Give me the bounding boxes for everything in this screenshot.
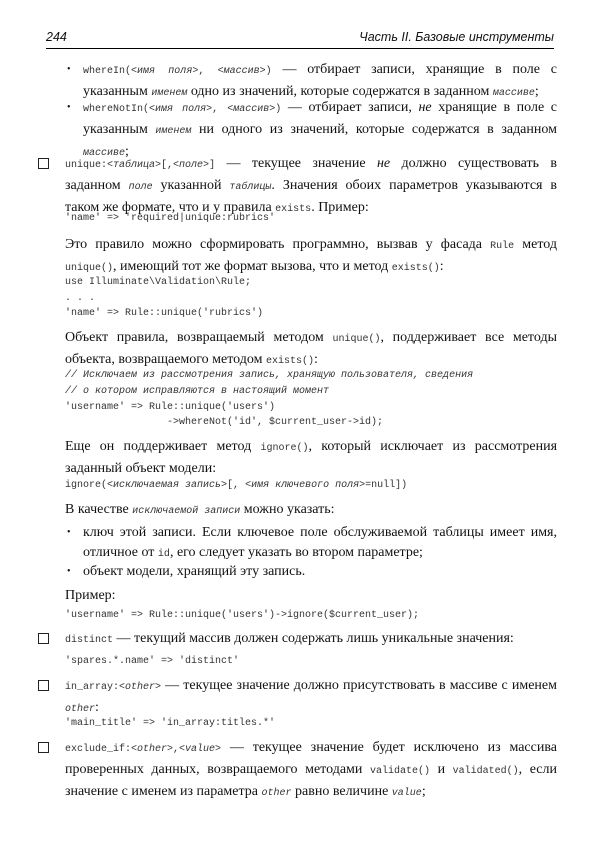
paragraph: Пример: [65, 588, 116, 603]
paragraph: Еще он поддерживает метод ignore(), который исключает из рассмотрения заданный объект модели: [65, 439, 558, 476]
code-comment: // Исключаем из рассмотрения запись, хранящую пользователя, сведения [65, 370, 474, 381]
bullet-icon: • [67, 102, 71, 113]
checkbox-square-icon [38, 158, 49, 169]
code-line: ->whereNot('id', $current_user->id); [65, 417, 384, 428]
sub-bullet: ключ этой записи. Если ключевое поле обслуживаемой таблицы имеет имя, отличное от id, его следует указать во втором параметре; [83, 525, 557, 560]
chapter-title: Часть II. Базовые инструменты [359, 30, 554, 44]
code-comment: // о котором исправляются в настоящий момент [65, 386, 330, 397]
item-exclude-if: exclude_if:<other>,<value> — текущее значение будет исключено из массива проверенных данных, возвращаемого методами validate() и validated(), если значение с именем из параметра other равно величине value; [65, 740, 557, 799]
code-line: 'name' => Rule::unique('rubrics') [65, 308, 264, 319]
paragraph: Это правило можно сформировать программно, вызвав у фасада Rule метод unique(), имеющий тот же формат вызова, что и метод exists(): [65, 237, 557, 274]
paragraph: Объект правила, возвращаемый методом unique(), поддерживает все методы объекта, возвращаемого методом exists(): [65, 330, 557, 367]
paragraph: В качестве исключаемой записи можно указать: [65, 502, 335, 517]
item-wherein: whereIn(<имя поля>, <массив>) — отбирает записи, хранящие в поле с указанным именем одно из значений, которые содержатся в заданном массиве; [83, 62, 557, 99]
bullet-icon: • [67, 64, 71, 75]
bullet-icon: • [67, 566, 71, 577]
code-example: 'spares.*.name' => 'distinct' [65, 656, 240, 667]
code-line: use Illuminate\Validation\Rule; [65, 277, 252, 288]
checkbox-square-icon [38, 680, 49, 691]
code-example: 'name' => 'required|unique:rubrics' [65, 213, 276, 224]
page-header [46, 28, 554, 49]
code-signature: ignore(<исключаемая запись>[, <имя ключевого поля>=null]) [65, 480, 408, 491]
page-number: 244 [46, 30, 67, 44]
item-wherenotin: whereNotIn(<имя поля>, <массив>) — отбирает записи, не хранящие в поле с указанным именем ни одного из значений, которые содержатся в заданном массиве; [83, 100, 557, 159]
item-distinct: distinct — текущий массив должен содержать лишь уникальные значения: [65, 631, 514, 646]
code-line: 'username' => Rule::unique('users') [65, 402, 276, 413]
item-unique: unique:<таблица>[,<поле>] — текущее значение не должно существовать в заданном поле указанной таблицы. Значения обоих параметров указываются в таком же формате, что и у правила exists. Пример: [65, 156, 557, 215]
sub-bullet: объект модели, хранящий эту запись. [83, 564, 306, 579]
code-example: 'main_title' => 'in_array:titles.*' [65, 718, 276, 729]
item-in-array: in_array:<other> — текущее значение должно присутствовать в массиве с именем other: [65, 678, 557, 715]
code-line: . . . [65, 293, 96, 304]
code-line: 'username' => Rule::unique('users')->ignore($current_user); [65, 610, 420, 621]
checkbox-square-icon [38, 633, 49, 644]
checkbox-square-icon [38, 742, 49, 753]
bullet-icon: • [67, 527, 71, 538]
